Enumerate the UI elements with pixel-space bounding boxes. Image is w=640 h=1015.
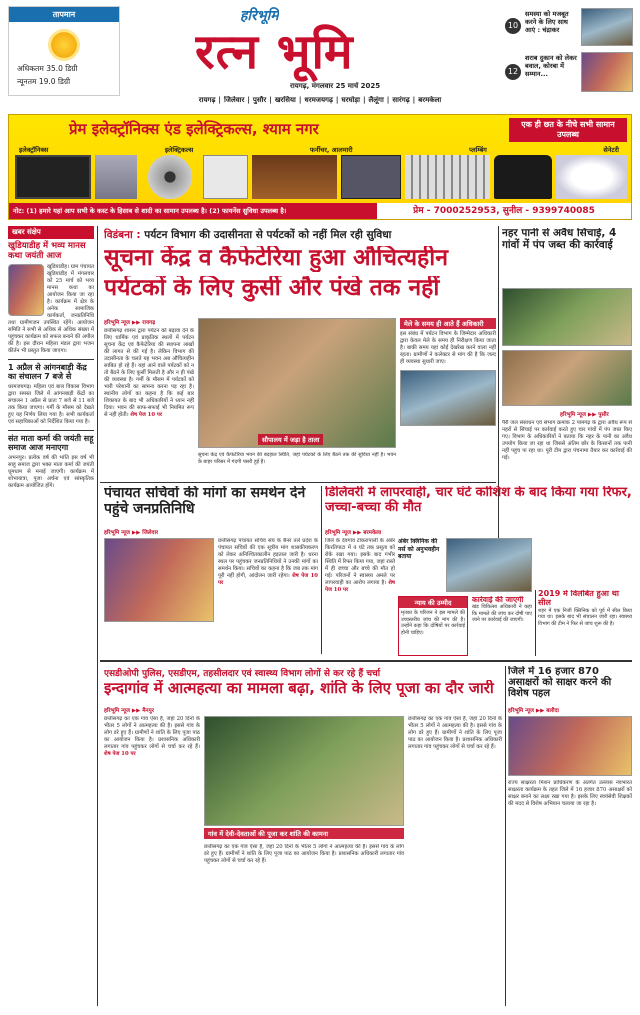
brief-body: अभनपुर। प्रत्येक वर्ष की भांति इस वर्ष भी साहू समाज द्वारा भक्त माता कर्मा की जयंती धूमधाम से मनाई जाएगी। कार्यक्रम में शोभायात्रा, पूजा अर्चना एवं सांस्कृतिक कार्यक्रम आयोजित होंगे। <box>8 454 94 489</box>
panchayat-headline: पंचायत सचिवों की मांगों का समर्थन देने पहुंचे जनप्रतिनिधि <box>104 486 306 517</box>
delivery-headline: डिलिवरी में लापरवाही, चार घंटे कोशिश के बाद किया गया रिफर, जच्चा-बच्चा की मौत <box>325 486 632 515</box>
ad-headline: प्रेम इलेक्ट्रॉनिक्स एंड इलेक्ट्रिकल्स, श्याम नगर <box>69 120 319 138</box>
tab-edition[interactable]: पुसौर <box>252 96 267 104</box>
fridge-icon <box>95 155 138 199</box>
brief-headline: संत माता कर्मा की जयंती सहू समाज आज मनाएगा <box>8 433 94 452</box>
ad-category: प्लम्बिंग <box>469 146 487 154</box>
tab-edition[interactable]: लैलूंगा <box>368 96 384 104</box>
delivery-photo <box>446 538 532 592</box>
tab-edition[interactable]: सारंगढ़ <box>392 96 410 104</box>
sanitary-icon <box>556 155 628 199</box>
kicker-text: पर्यटन विभाग की उदासीनता से पर्यटकों को नहीं मिल रही सुविधा <box>144 229 392 241</box>
brief-body: धरमजयगढ़। महिला एवं बाल विकास विभाग द्वारा समस्त जिले में आंगनबाड़ी केंद्रों का संचालन 1 अप्रैल से प्रातः 7 बजे से 11 बजे तक किया जाएगा। गर्मी के मौसम को देखते हुए यह निर्णय लिया गया है। सभी कार्यकर्ता एवं सहायिकाओं को निर्देशित किया गया है। <box>8 383 94 425</box>
bottom-photo-caption: गांव में देवी-देवताओं की पूजा कर शांति की कामना <box>204 828 404 839</box>
tab-edition[interactable]: खरसिया <box>274 96 296 104</box>
right-byline: हरिभूमि न्यूज ▶▶ पुसौर <box>560 412 609 418</box>
delivery-byline: हरिभूमि न्यूज ▶▶ बरमकेला <box>325 530 382 536</box>
justice-title: न्याय की उम्मीद <box>399 597 467 608</box>
edition-bar: रायगढ़ | जिलेवार | पुसौर | खरसिया | धरमजयगढ़ | घरघोड़ा | लैलूंगा | सारंगढ़ | बरमकेला <box>140 96 500 110</box>
justice-body: मृतका के परिजन ने इस मामले की उच्चस्तरीय जांच की मांग की है। उन्होंने कहा कि दोषियों पर कार्रवाई होनी चाहिए। <box>401 610 465 636</box>
ad-category: इलेक्ट्रॉनिक्स <box>19 146 49 154</box>
tv-icon <box>15 155 91 199</box>
right-headline: नहर पानी से अवैध सिंचाई, 4 गांवों में पंप जब्त की कार्रवाई <box>502 228 617 251</box>
lead-headline-2: पर्यटकों के लिए कुर्सी और पंखे तक नहीं <box>104 276 440 301</box>
ad-categories <box>19 145 619 154</box>
section-label: खबर संक्षेप <box>8 226 94 239</box>
brief-headline: खुडियाडीह में भव्य मानस कथा जयंती आज <box>8 241 86 261</box>
literacy-headline: जिले में 16 हजार 870 असाक्षरों को साक्षर करने की विशेष पहल <box>508 666 612 700</box>
brief-body: खुडियाडीह। ग्राम पंचायत खुडियाडीह में मंगलवार को 25 मार्च को भव्य मानस कथा का आयोजन किया जा रहा है। कार्यक्रम में क्षेत्र के अनेक सामाजिक कार्यकर्ता, जनप्रतिनिधि तथा ग्रामीणजन उपस्थित रहेंगे। आयोजन समिति ने सभी से अधिक से अधिक संख्या में पहुंचकर कार्यक्रम को सफल बनाने की अपील की है। इस दौरान महिला मंडल द्वारा भजन कीर्तन भी प्रस्तुत किया जाएगा। <box>8 264 94 355</box>
teaser-1[interactable] <box>505 8 633 48</box>
sofa-icon <box>252 155 338 199</box>
literacy-photo <box>508 716 632 776</box>
lead-kicker <box>104 228 494 242</box>
lead-byline: हरिभूमि न्यूज ▶▶ रायगढ़ <box>104 320 156 326</box>
bottom-headline: इन्दागांव में आत्महत्या का मामला बढ़ा, शांति के लिए पूजा का दौर जारी <box>104 680 494 697</box>
paper-title: रत्न भूमि <box>195 24 354 80</box>
delivery-bullet: अंबेर क्लिनिक की नर्स को अनुभवहीन बताया <box>398 538 440 560</box>
lead-sidebar <box>400 318 496 478</box>
ad-category: इलेक्ट्रिकल्स <box>164 146 194 154</box>
almirah-icon <box>341 155 400 199</box>
tab-edition[interactable]: जिलेवार <box>223 96 245 104</box>
lead-caption: सूचना केंद्र एवं कैफेटेरिया भवन की बदहाल स्थिति, जहां पर्यटकों के लिए बैठने तक की सुविधा नहीं है। भवन के बाहर परिसर में गंदगी पसरी हुई है। <box>198 452 396 465</box>
teaser-photo <box>581 52 633 92</box>
teaser-2[interactable] <box>505 52 633 94</box>
action-box <box>472 596 532 656</box>
literacy-byline: हरिभूमि न्यूज ▶▶ बलौदा <box>508 708 559 714</box>
lead-photo <box>198 318 396 448</box>
brand-small: हरिभूमि <box>240 8 279 24</box>
teaser-number: 12 <box>505 64 521 80</box>
ad-category: फर्नीचर, आलमारी <box>309 146 353 154</box>
ad-tagline: एक ही छत के नीचे सभी सामान उपलब्ध <box>509 118 627 142</box>
ad-banner[interactable] <box>8 114 632 220</box>
panchayat-photo <box>104 538 214 622</box>
lead-photo-caption: सौपालय में जड़ा है ताला <box>258 434 323 445</box>
tab-edition[interactable]: धरमजयगढ़ <box>304 96 333 104</box>
right-photo-1 <box>502 288 632 346</box>
fan-icon <box>141 155 198 199</box>
lead-body: छत्तीसगढ़ शासन द्वारा पर्यटन को बढ़ावा देने के लिए धार्मिक एवं प्राकृतिक स्थलों में पर्यटन सूचना केंद्र एवं कैफेटेरिया की स्थापना लाखों की लागत से की गई है। लेकिन विभाग की उदासीनता के चलते यह भवन अब औचित्यहीन साबित हो रहे हैं। यहां आने वाले पर्यटकों को न तो बैठने के लिए कुर्सी मिलती है और न ही पंखे की व्यवस्था है। गर्मी के मौसम में पर्यटकों को भारी परेशानी का सामना करना पड़ रहा है। स्थानीय लोगों का कहना है कि कई बार शिकायत के बाद भी अधिकारियों ने ध्यान नहीं दिया। भवन की साफ-सफाई भी नियमित रूप से नहीं होती। शेष पेज 10 पर <box>104 328 194 418</box>
sidebar-photo <box>400 370 496 426</box>
tab-edition[interactable]: रायगढ़ <box>198 96 216 104</box>
max-temp: अधिकतम 35.0 डिग्री <box>17 64 78 73</box>
brief-photo <box>8 264 44 316</box>
side-2019-headline: 2019 में विलंबित हुआ था सील <box>538 590 619 607</box>
teaser-text: समस्या को मजबूत करने के लिए साथ आएं : चंद्राकर <box>525 10 569 34</box>
cooler-icon <box>203 155 248 199</box>
action-body: खंड चिकित्सा अधिकारी ने कहा कि मामले की जांच कर दोषी पाए जाने पर कार्रवाई की जाएगी। <box>472 604 532 624</box>
tab-edition[interactable]: बरमकेला <box>418 96 442 104</box>
kicker-label: विडंबना : <box>104 229 141 241</box>
pipes-icon <box>405 155 491 199</box>
bottom-kicker: एसडीओपी पुलिस, एसडीएम, तहसीलदार एवं स्वास्थ्य विभाग लोगों से कर रहे हैं चर्चा <box>104 669 381 679</box>
action-title: कार्रवाई की जाएगी <box>472 596 524 604</box>
left-column <box>8 226 94 1011</box>
bottom-byline: हरिभूमि न्यूज ▶▶ मैनपुर <box>104 708 154 714</box>
teaser-photo <box>581 8 633 46</box>
teaser-text: शराब दुकान को लेकर बवाल, कोरबा में सम्मान... <box>525 54 577 78</box>
side-2019-body: शहर में एक निजी क्लिनिक को पूर्व में सील किया गया था। इसके बाद भी संचालन जारी रहा। स्वास्थ्य विभाग की टीम ने फिर से जांच शुरू की है। <box>538 607 632 627</box>
literacy-body: राज्य साक्षरता मिशन प्राधिकरण के अंतर्गत उल्लास नवभारत साक्षरता कार्यक्रम के तहत जिले में 16 हजार 870 असाक्षरों को साक्षर बनाने का लक्ष्य रखा गया है। इसके लिए स्वयंसेवी शिक्षकों की मदद से विशेष अभियान चलाया जा रहा है। <box>508 780 632 807</box>
justice-box <box>398 596 468 656</box>
sun-icon <box>51 32 77 58</box>
tank-icon <box>494 155 551 199</box>
bottom-photo <box>204 716 404 826</box>
ad-products <box>15 155 627 199</box>
tab-edition[interactable]: घरघोड़ा <box>341 96 360 104</box>
ad-note: नोट: (1) हमारे यहां आप सभी के कस्ट के हिसाब से शादी का सामान उपलब्ध है। (2) फायनेंस सुविधा उपलब्ध है। <box>9 203 379 219</box>
teaser-number: 10 <box>505 18 521 34</box>
brief-headline: 1 अप्रैल से आंगनबाड़ी केंद्र का संचालन 7 बजे से <box>8 363 87 381</box>
sidebar-headline: मेले के समय ही आते हैं अधिकारी <box>400 318 496 329</box>
right-body: पैरी जल संसाधन एवं संभाग क्रमांक 2 पामगढ़ के द्वारा अवैध रूप से नहरों से सिंचाई पर कार्रवाई करते हुए चार गांवों में पंप जब्त किए गए। विभाग के अधिकारियों ने बताया कि नहर के पानी का अवैध उपयोग किया जा रहा था जिससे अंतिम छोर के किसानों तक पानी नहीं पहुंच पा रहा था। पूरी टीम द्वारा पंचनामा तैयार कर कार्रवाई की गई। <box>502 420 632 461</box>
min-temp: न्यूनतम 19.0 डिग्री <box>17 77 71 86</box>
lead-headline-1: सूचना केंद्र व कैफेटेरिया हुआ औचित्यहीन <box>104 246 448 271</box>
ad-contact: प्रेम - 7000252953, सुनील - 9399740085 <box>377 203 631 219</box>
right-photo-2 <box>502 350 632 406</box>
weather-box <box>8 6 120 96</box>
bottom-body: छत्तीसगढ़ का एक गांव ऐसा है, जहां 20 दिनों के भीतर 5 लोगों ने आत्महत्या की है। इससे गांव के लोग डरे हुए हैं। ग्रामीणों ने शांति के लिए पूजा पाठ का आयोजन किया है। प्रशासनिक अधिकारी लगातार गांव पहुंचकर लोगों से चर्चा कर रहे हैं। शेष पेज 10 पर <box>104 716 200 757</box>
panchayat-byline: हरिभूमि न्यूज ▶▶ जिलेवार <box>104 530 159 536</box>
dateline: रायगढ़, मंगलवार 25 मार्च 2025 <box>290 82 381 90</box>
ad-category: सेनेटरी <box>603 146 619 154</box>
bottom-body-2: छत्तीसगढ़ का एक गांव ऐसा है, जहां 20 दिनों के भीतर 5 लोगों ने आत्महत्या की है। इससे गांव के लोग डरे हुए हैं। ग्रामीणों ने शांति के लिए पूजा पाठ का आयोजन किया है। प्रशासनिक अधिकारी लगातार गांव पहुंचकर लोगों से चर्चा कर रहे हैं। <box>204 844 404 864</box>
panchayat-body: छत्तीसगढ़ पंचायत सचिव संघ के बैनर तले प्रदेश के पंचायत सचिवों की एक सूत्रीय मांग शासकीयकरण को लेकर अनिश्चितकालीन हड़ताल जारी है। धरना स्थल पर पहुंचकर जनप्रतिनिधियों ने उनकी मांगों का समर्थन किया। सचिवों का कहना है कि जब तक मांग पूरी नहीं होगी, आंदोलन जारी रहेगा। शेष पेज 10 पर <box>218 538 318 586</box>
weather-label: तापमान <box>9 7 119 22</box>
sidebar-body: इस संबंध में पर्यटन विभाग के जिम्मेदार अधिकारी द्वारा केवल मेले के समय ही निरीक्षण किया जाता है। बाकी समय यहां कोई देखरेख करने वाला नहीं रहता। ग्रामीणों ने कलेक्टर से मांग की है कि जल्द ही व्यवस्था सुधारी जाए। <box>400 331 496 365</box>
side-2019 <box>538 590 632 656</box>
delivery-body: जिले के देवगांव टोकरापाली के अंबेर किरतिपाटा में 4 घंटे तक प्रसूता को रोके रखा गया। इसके बाद गंभीर स्थिति में रिफर किया गया, जहां रास्ते में ही जच्चा और बच्चे की मौत हो गई। परिजनों ने स्वास्थ्य अमले पर लापरवाही का आरोप लगाया है। शेष पेज 10 पर <box>325 538 395 593</box>
bottom-body-3: छत्तीसगढ़ का एक गांव ऐसा है, जहां 20 दिनों के भीतर 5 लोगों ने आत्महत्या की है। इससे गांव के लोग डरे हुए हैं। ग्रामीणों ने शांति के लिए पूजा पाठ का आयोजन किया है। प्रशासनिक अधिकारी लगातार गांव पहुंचकर लोगों से चर्चा कर रहे हैं। <box>408 716 502 750</box>
